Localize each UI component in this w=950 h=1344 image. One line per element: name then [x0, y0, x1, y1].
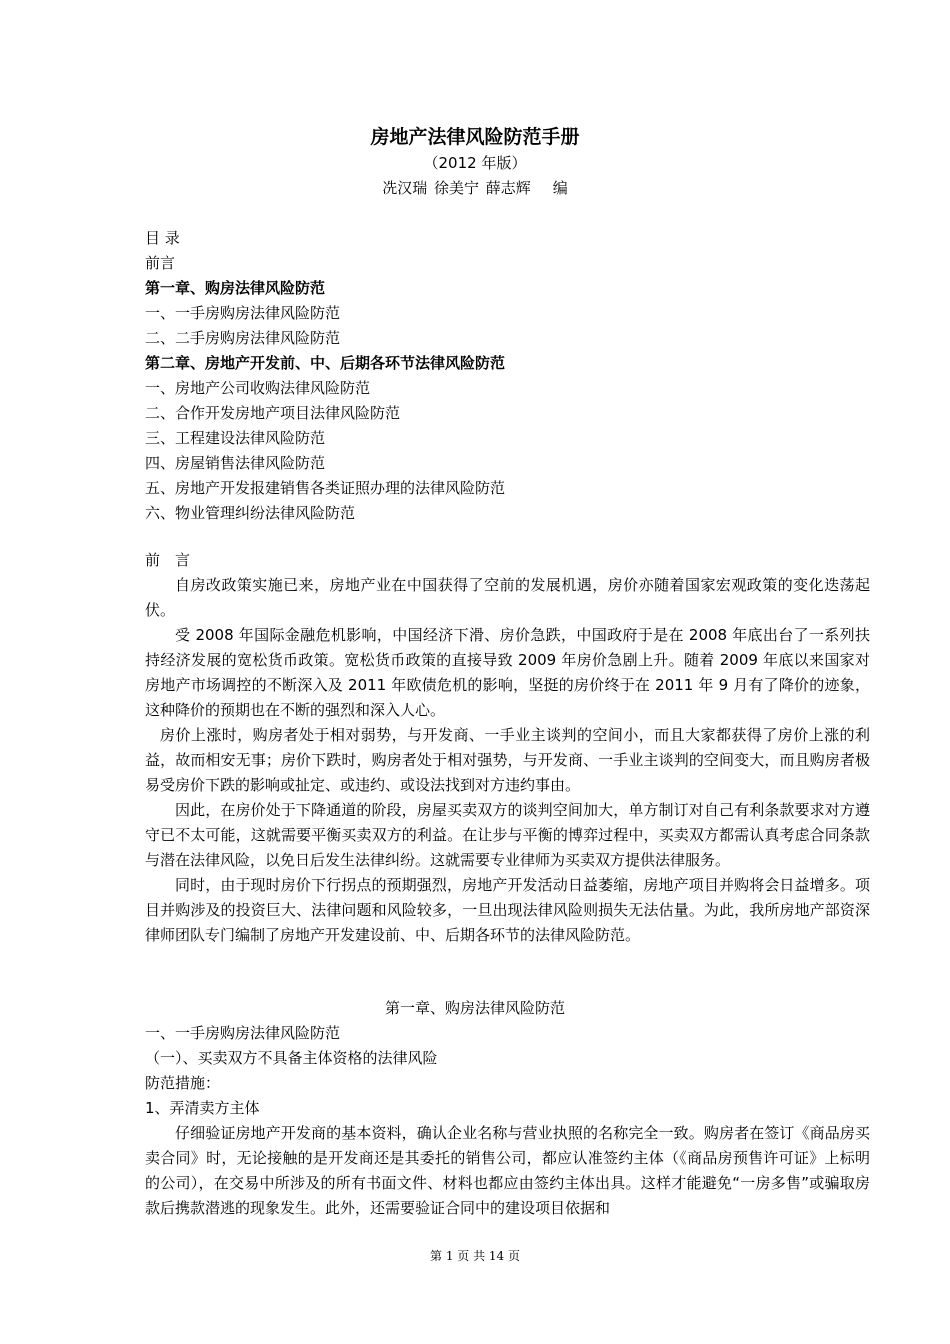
toc-item: 五、房地产开发报建销售各类证照办理的法律风险防范: [145, 479, 506, 497]
toc-item: 四、房屋销售法律风险防范: [145, 454, 326, 472]
preface-heading: 前 言: [145, 551, 191, 569]
editor-mark: 编: [552, 179, 568, 197]
measures-label: 防范措施：: [145, 1074, 221, 1092]
document-authors: [0, 177, 950, 199]
author-names: 冼汉瑞 徐美宁 薛志辉: [382, 179, 531, 197]
section-heading: 一、一手房购房法律风险防范: [145, 1024, 341, 1042]
toc-item: 三、工程建设法律风险防范: [145, 429, 326, 447]
preface-paragraph: 同时，由于现时房价下行拐点的预期强烈，房地产开发活动日益萎缩，房地产项目并购将会日益增多。项目并购涉及的投资巨大、法律问题和风险较多，一旦出现法律风险则损失无法估量。为此，我所房地产部资深律师团队专门编制了房地产开发建设前、中、后期各环节的法律风险防范。: [145, 876, 870, 944]
document-edition: （2012 年版）: [423, 154, 527, 172]
preface-paragraph: 自房改政策实施已来，房地产业在中国获得了空前的发展机遇，房价亦随着国家宏观政策的变化迭荡起伏。: [145, 576, 870, 619]
toc-item: 一、一手房购房法律风险防范: [145, 304, 341, 322]
section-paragraph: 仔细验证房地产开发商的基本资料，确认企业名称与营业执照的名称完全一致。购房者在签订《商品房买卖合同》时，无论接触的是开发商还是其委托的销售公司，都应认准签约主体（《商品房预售许可证》上标明的公司），在交易中所涉及的所有书面文件、材料也都应由签约主体出具。这样才能避免“一房多售”或骗取房款后携款潜逃的现象发生。此外，还需要验证合同中的建设项目依据和: [145, 1124, 870, 1217]
preface-paragraph: 房价上涨时，购房者处于相对弱势，与开发商、一手业主谈判的空间小，而且大家都获得了房价上涨的利益，故而相安无事；房价下跌时，购房者处于相对强势，与开发商、一手业主谈判的空间变大，而且购房者极易受房价下跌的影响或扯定、或违约、或设法找到对方违约事由。: [145, 726, 870, 794]
page-footer: 第 1 页 共 14 页: [430, 1249, 520, 1263]
toc-item: 二、合作开发房地产项目法律风险防范: [145, 404, 401, 422]
toc-item: 第一章、购房法律风险防范: [145, 279, 326, 297]
table-of-contents: [145, 226, 845, 526]
chapter-title: 第一章、购房法律风险防范: [384, 999, 565, 1017]
toc-item: 一、房地产公司收购法律风险防范: [145, 379, 371, 397]
preface-section: [145, 548, 870, 948]
measure-item: 1、弄清卖方主体: [145, 1099, 260, 1117]
preface-paragraph: 受 2008 年国际金融危机影响，中国经济下滑、房价急跌，中国政府于是在 2008 年底出台了一系列扶持经济发展的宽松货币政策。宽松货币政策的直接导致 2009 年房价急剧上升。随着 2009 年底以来国家对房地产市场调控的不断深入及 2011 年欧债危机的影响，坚挺的房价终于在 2011 年 9 月有了降价的迹象，这种降价的预期也在不断的强烈和深入人心。: [145, 626, 870, 719]
toc-item: 六、物业管理纠纷法律风险防范: [145, 504, 356, 522]
chapter-section: [145, 1021, 870, 1221]
toc-item: 前言: [145, 254, 176, 272]
toc-item: 第二章、房地产开发前、中、后期各环节法律风险防范: [145, 354, 506, 372]
subsection-heading: （一）、买卖双方不具备主体资格的法律风险: [145, 1049, 438, 1067]
toc-heading: 目 录: [145, 229, 180, 247]
document-title: 房地产法律风险防范手册: [370, 126, 580, 148]
toc-item: 二、二手房购房法律风险防范: [145, 329, 341, 347]
preface-paragraph: 因此，在房价处于下降通道的阶段，房屋买卖双方的谈判空间加大，单方制订对自己有利条款要求对方遵守已不太可能，这就需要平衡买卖双方的利益。在让步与平衡的博弈过程中，买卖双方都需认真考虑合同条款与潜在法律风险，以免日后发生法律纠纷。这就需要专业律师为买卖双方提供法律服务。: [145, 801, 870, 869]
